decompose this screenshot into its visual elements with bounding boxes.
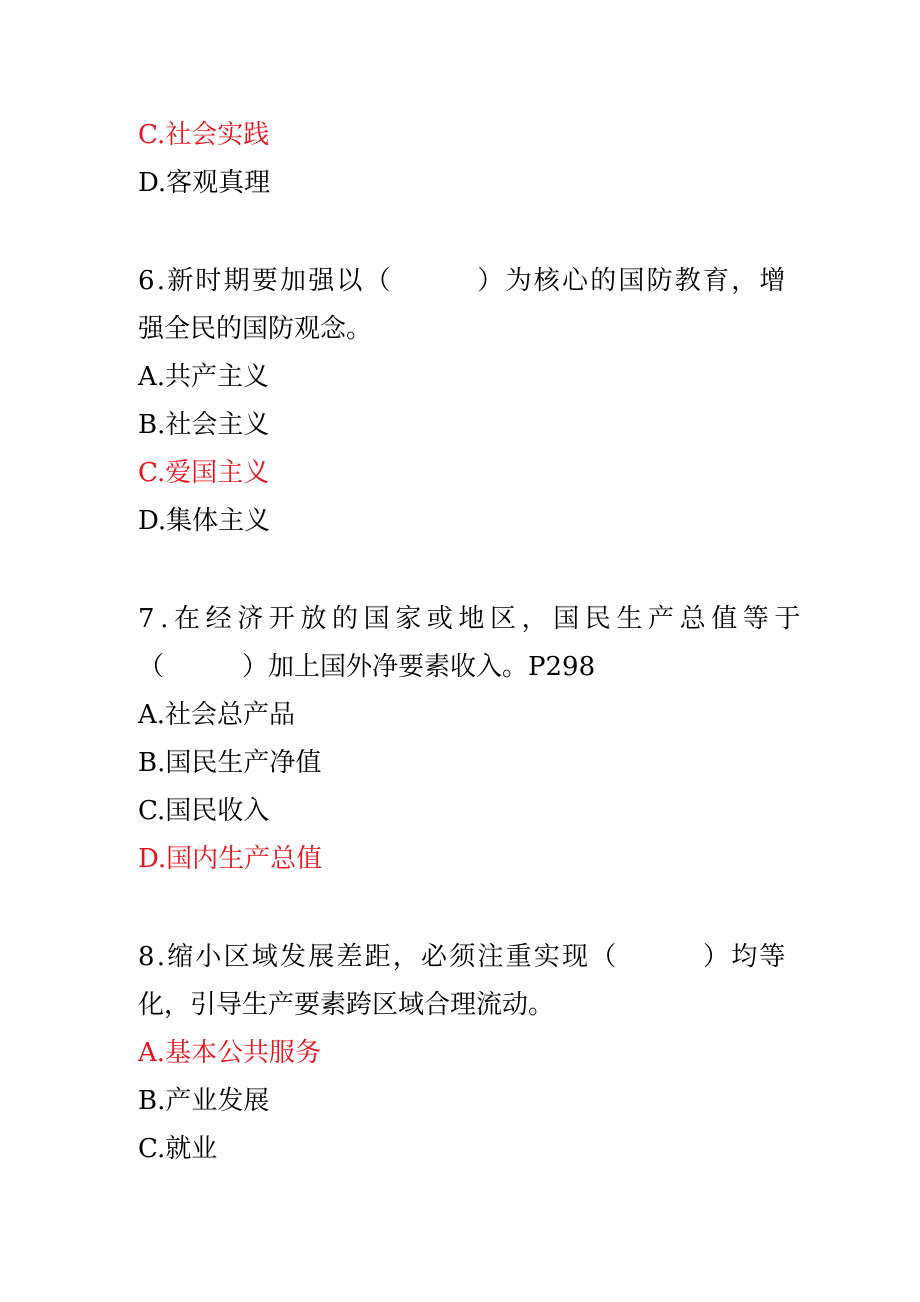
q8-stem-line-2: 化，引导生产要素跨区域合理流动。 [138,990,555,1020]
q6-option-b: B.社会主义 [138,410,270,440]
q7-stem-line-1: 7.在经济开放的国家或地区，国民生产总值等于 [138,604,807,634]
q7-stem-line-2: （ ）加上国外净要素收入。P298 [138,652,596,682]
q7-option-b: B.国民生产净值 [138,748,322,778]
q6-option-c: C.爱国主义 [138,458,270,488]
q7-option-a: A.社会总产品 [138,700,296,730]
q6-stem-line-1: 6.新时期要加强以（ ）为核心的国防教育，增 [138,266,788,296]
q6-option-d: D.集体主义 [138,506,271,536]
q7-option-d: D.国内生产总值 [138,844,323,874]
q5-option-c: C.社会实践 [138,120,270,150]
q8-option-a: A.基本公共服务 [138,1038,322,1068]
q6-stem-line-2: 强全民的国防观念。 [138,314,373,344]
q5-option-d: D.客观真理 [138,168,271,198]
q8-option-b: B.产业发展 [138,1086,270,1116]
q8-option-c: C.就业 [138,1134,218,1164]
q6-option-a: A.共产主义 [138,362,270,392]
q7-option-c: C.国民收入 [138,796,270,826]
q8-stem-line-1: 8.缩小区域发展差距，必须注重实现（ ）均等 [138,942,788,972]
